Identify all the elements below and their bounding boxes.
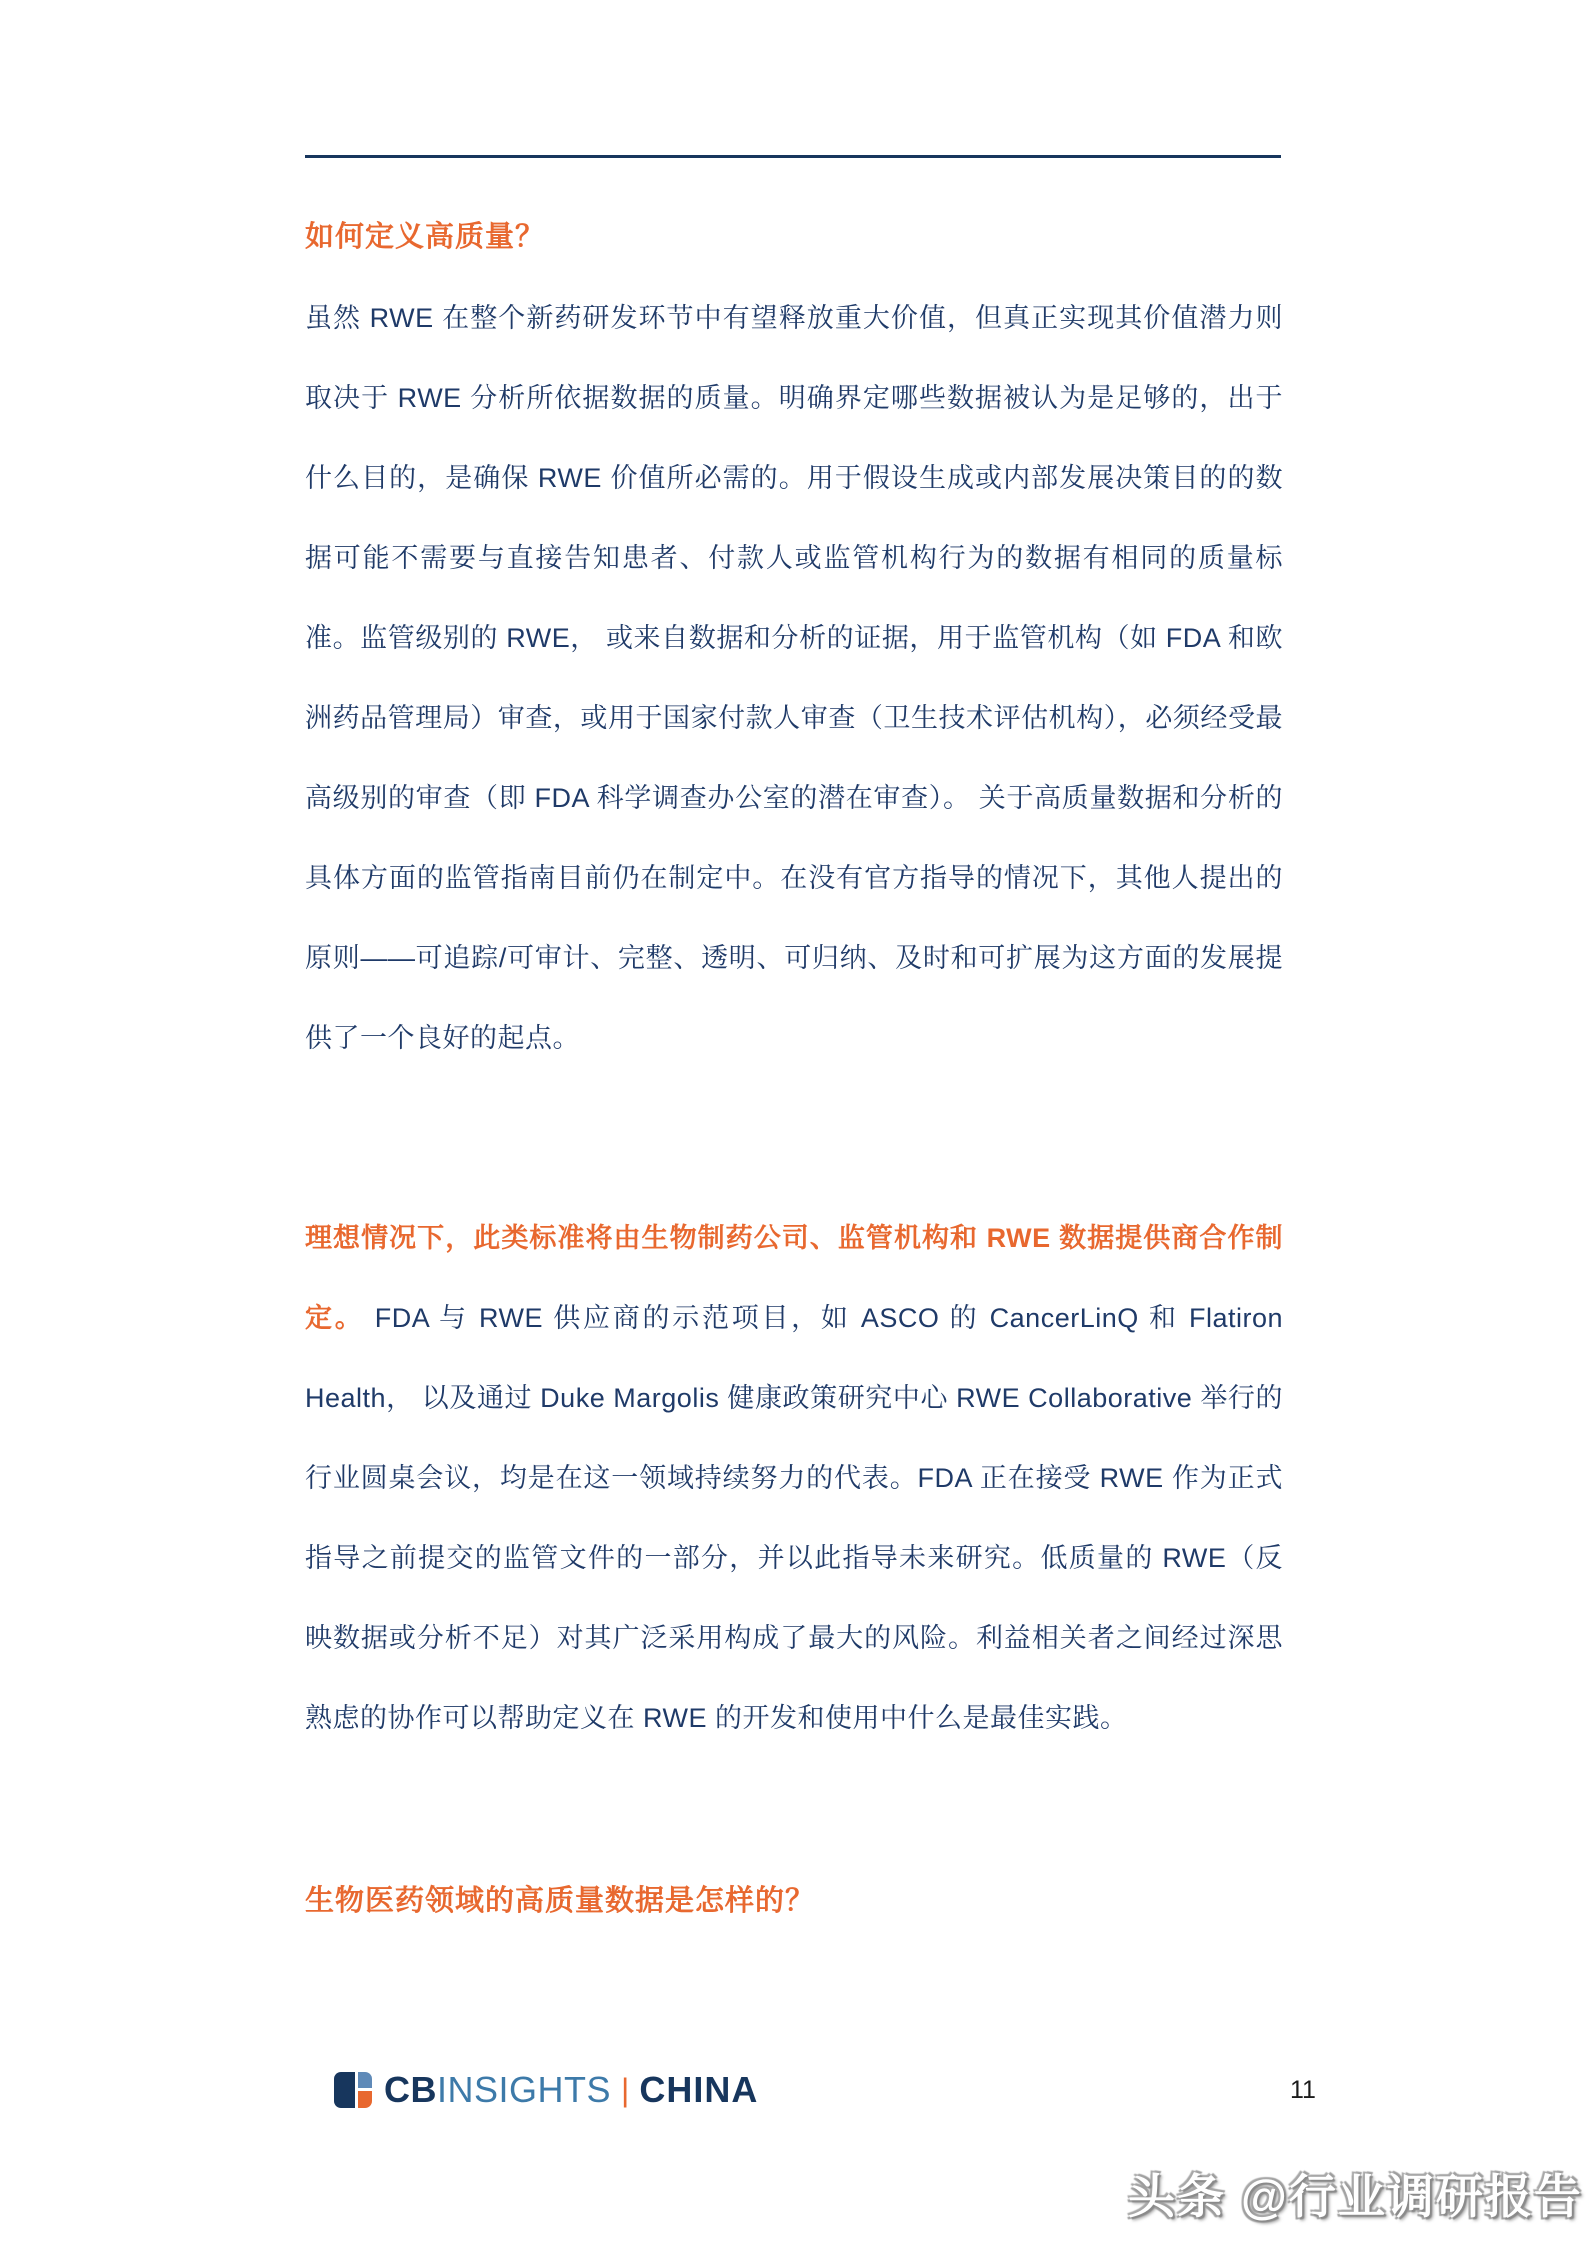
cbinsights-china-logo [334, 2069, 759, 2110]
body-paragraph-standards [305, 1198, 1283, 1758]
logo-orange-block [358, 2091, 372, 2108]
logo-divider: | [621, 2072, 630, 2108]
section-heading-how-to-define-quality: 如何定义高质量？ [305, 221, 546, 253]
body-paragraph-rwe-quality: 虽然 RWE 在整个新药研发环节中有望释放重大价值，但真正实现其价值潜力则取决于 RWE 分析所依据数据的质量。明确界定哪些数据被认为是足够的，出于什么目的，是确保 RWE 价值所必需的。用于假设生成或内部发展决策目的的数据可能不需要与直接告知患者、付款人或监管机构行为的数据有相同的质量标准。监管级别的 RWE， 或来自数据和分析的证据，用于监管机构（如 FDA 和欧洲药品管理局）审查，或用于国家付款人审查（卫生技术评估机构），必须经受最高级别的审查（即 FDA 科学调查办公室的潜在审查）。 关于高质量数据和分析的具体方面的监管指南目前仍在制定中。在没有官方指导的情况下，其他人提出的原则——可追踪/可审计、完整、透明、可归纳、及时和可扩展为这方面的发展提供了一个良好的起点。 [305, 303, 1283, 1053]
header-rule [305, 155, 1281, 158]
logo-wordmark [384, 2069, 759, 2110]
logo-blue-block [358, 2072, 372, 2088]
cbinsights-logo-icon [334, 2072, 372, 2108]
paragraph-lead-emphasis: 理想情况下，此类标准将由生物制药公司、监管机构和 RWE 数据提供商合作制定。 [305, 1223, 1283, 1333]
logo-text-china: CHINA [639, 2069, 759, 2110]
logo-navy-block [334, 2072, 355, 2108]
logo-text-insights: INSIGHTS [437, 2069, 612, 2110]
logo-text-cb: CB [384, 2069, 437, 2110]
section-heading-biomedical-data: 生物医药领域的高质量数据是怎样的？ [305, 1885, 816, 1917]
page-number: 11 [1290, 2076, 1316, 2104]
paragraph-body-text: FDA 与 RWE 供应商的示范项目，如 ASCO 的 CancerLinQ 和 Flatiron Health， 以及通过 Duke Margolis 健康政策研究中心 RWE Collaborative 举行的行业圆桌会议，均是在这一领域持续努力的代表。FDA 正在接受 RWE 作为正式指导之前提交的监管文件的一部分，并以此指导未来研究。低质量的 RWE（反映数据或分析不足）对其广泛采用构成了最大的风险。利益相关者之间经过深思熟虑的协作可以帮助定义在 RWE 的开发和使用中什么是最佳实践。 [305, 1303, 1284, 1733]
toutiao-watermark: 头条 @行业调研报告 [1128, 2170, 1583, 2223]
